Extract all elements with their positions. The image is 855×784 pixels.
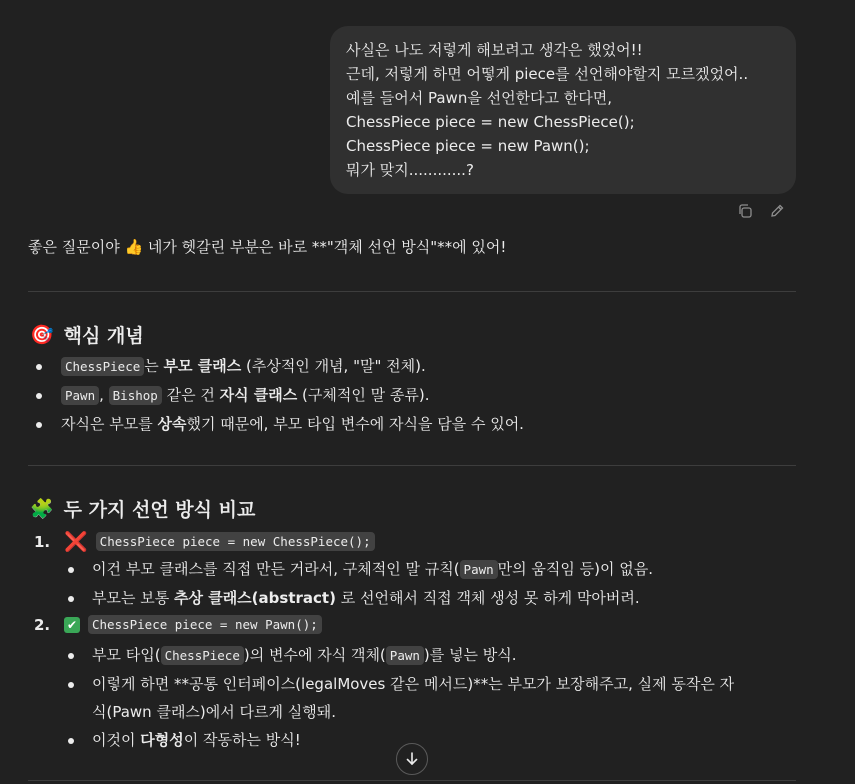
divider: [28, 291, 796, 292]
list-item: ChessPiece 는 부모 클래스 (추상적인 개념, "말" 전체).: [28, 352, 524, 381]
assistant-intro: 좋은 질문이야 👍 네가 헷갈린 부분은 바로 **"객체 선언 방식"**에 있어!: [28, 238, 507, 256]
item2-sublist: [62, 641, 734, 754]
arrow-down-icon: [404, 751, 420, 767]
item-number: 1.: [34, 532, 51, 551]
section-heading-core-concept: [30, 321, 144, 348]
ordered-item-2: [34, 615, 322, 634]
divider: [28, 465, 796, 466]
inline-code: ChessPiece: [161, 646, 244, 665]
section-title: 두 가지 선언 방식 비교: [63, 499, 256, 521]
pencil-icon[interactable]: [768, 202, 786, 220]
list-item: 부모 타입( ChessPiece )의 변수에 자식 객체( Pawn )를 넣는 방식.: [62, 641, 734, 670]
check-mark-icon: ✔: [64, 617, 80, 633]
list-item: 이것이 다형성이 작동하는 방식!: [62, 726, 734, 754]
ordered-item-1: [34, 530, 375, 553]
user-message-bubble: [330, 26, 796, 194]
inline-code: ChessPiece piece = new ChessPiece();: [96, 532, 375, 551]
inline-code: ChessPiece piece = new Pawn();: [88, 615, 322, 634]
list-item: Pawn , Bishop 같은 건 자식 클래스 (구체적인 말 종류).: [28, 381, 524, 410]
divider: [28, 780, 796, 781]
list-item: 자식은 부모를 상속했기 때문에, 부모 타입 변수에 자식을 담을 수 있어.: [28, 410, 524, 439]
inline-code: Pawn: [61, 386, 99, 405]
section-title: 핵심 개념: [63, 325, 144, 347]
user-message-line: 사실은 나도 저렇게 해보려고 생각은 했었어!!: [346, 41, 643, 59]
inline-code: ChessPiece: [61, 357, 144, 376]
inline-code: Pawn: [386, 646, 424, 665]
scroll-to-bottom-button[interactable]: [396, 743, 428, 775]
inline-code: Bishop: [109, 386, 162, 405]
item1-sublist: [62, 555, 653, 612]
list-item: 부모는 보통 추상 클래스(abstract) 로 선언해서 직접 객체 생성 못 하게 막아버려.: [62, 584, 653, 612]
cross-mark-icon: ❌: [64, 531, 88, 553]
section-heading-comparison: [30, 495, 255, 522]
user-message-line: 예를 들어서 Pawn을 선언한다고 한다면,: [346, 89, 613, 107]
message-actions: [736, 202, 786, 220]
user-message-line: ChessPiece piece = new Pawn();: [346, 137, 590, 155]
copy-icon[interactable]: [736, 202, 754, 220]
list-item: 이렇게 하면 **공통 인터페이스(legalMoves 같은 메서드)**는 부모가 보장해주고, 실제 동작은 자 식(Pawn 클래스)에서 다르게 실행돼.: [62, 670, 734, 726]
puzzle-icon: 🧩: [30, 498, 54, 520]
user-message-line: 뭐가 맞지............?: [346, 161, 474, 179]
item-number: 2.: [34, 615, 51, 634]
target-icon: 🎯: [30, 324, 54, 346]
inline-code: Pawn: [460, 560, 498, 579]
concept-list: [28, 352, 524, 439]
user-message-line: 근데, 저렇게 하면 어떻게 piece를 선언해야할지 모르겠었어..: [346, 65, 749, 83]
list-item: 이건 부모 클래스를 직접 만든 거라서, 구체적인 말 규칙( Pawn 만의 움직임 등)이 없음.: [62, 555, 653, 584]
user-message-line: ChessPiece piece = new ChessPiece();: [346, 113, 635, 131]
